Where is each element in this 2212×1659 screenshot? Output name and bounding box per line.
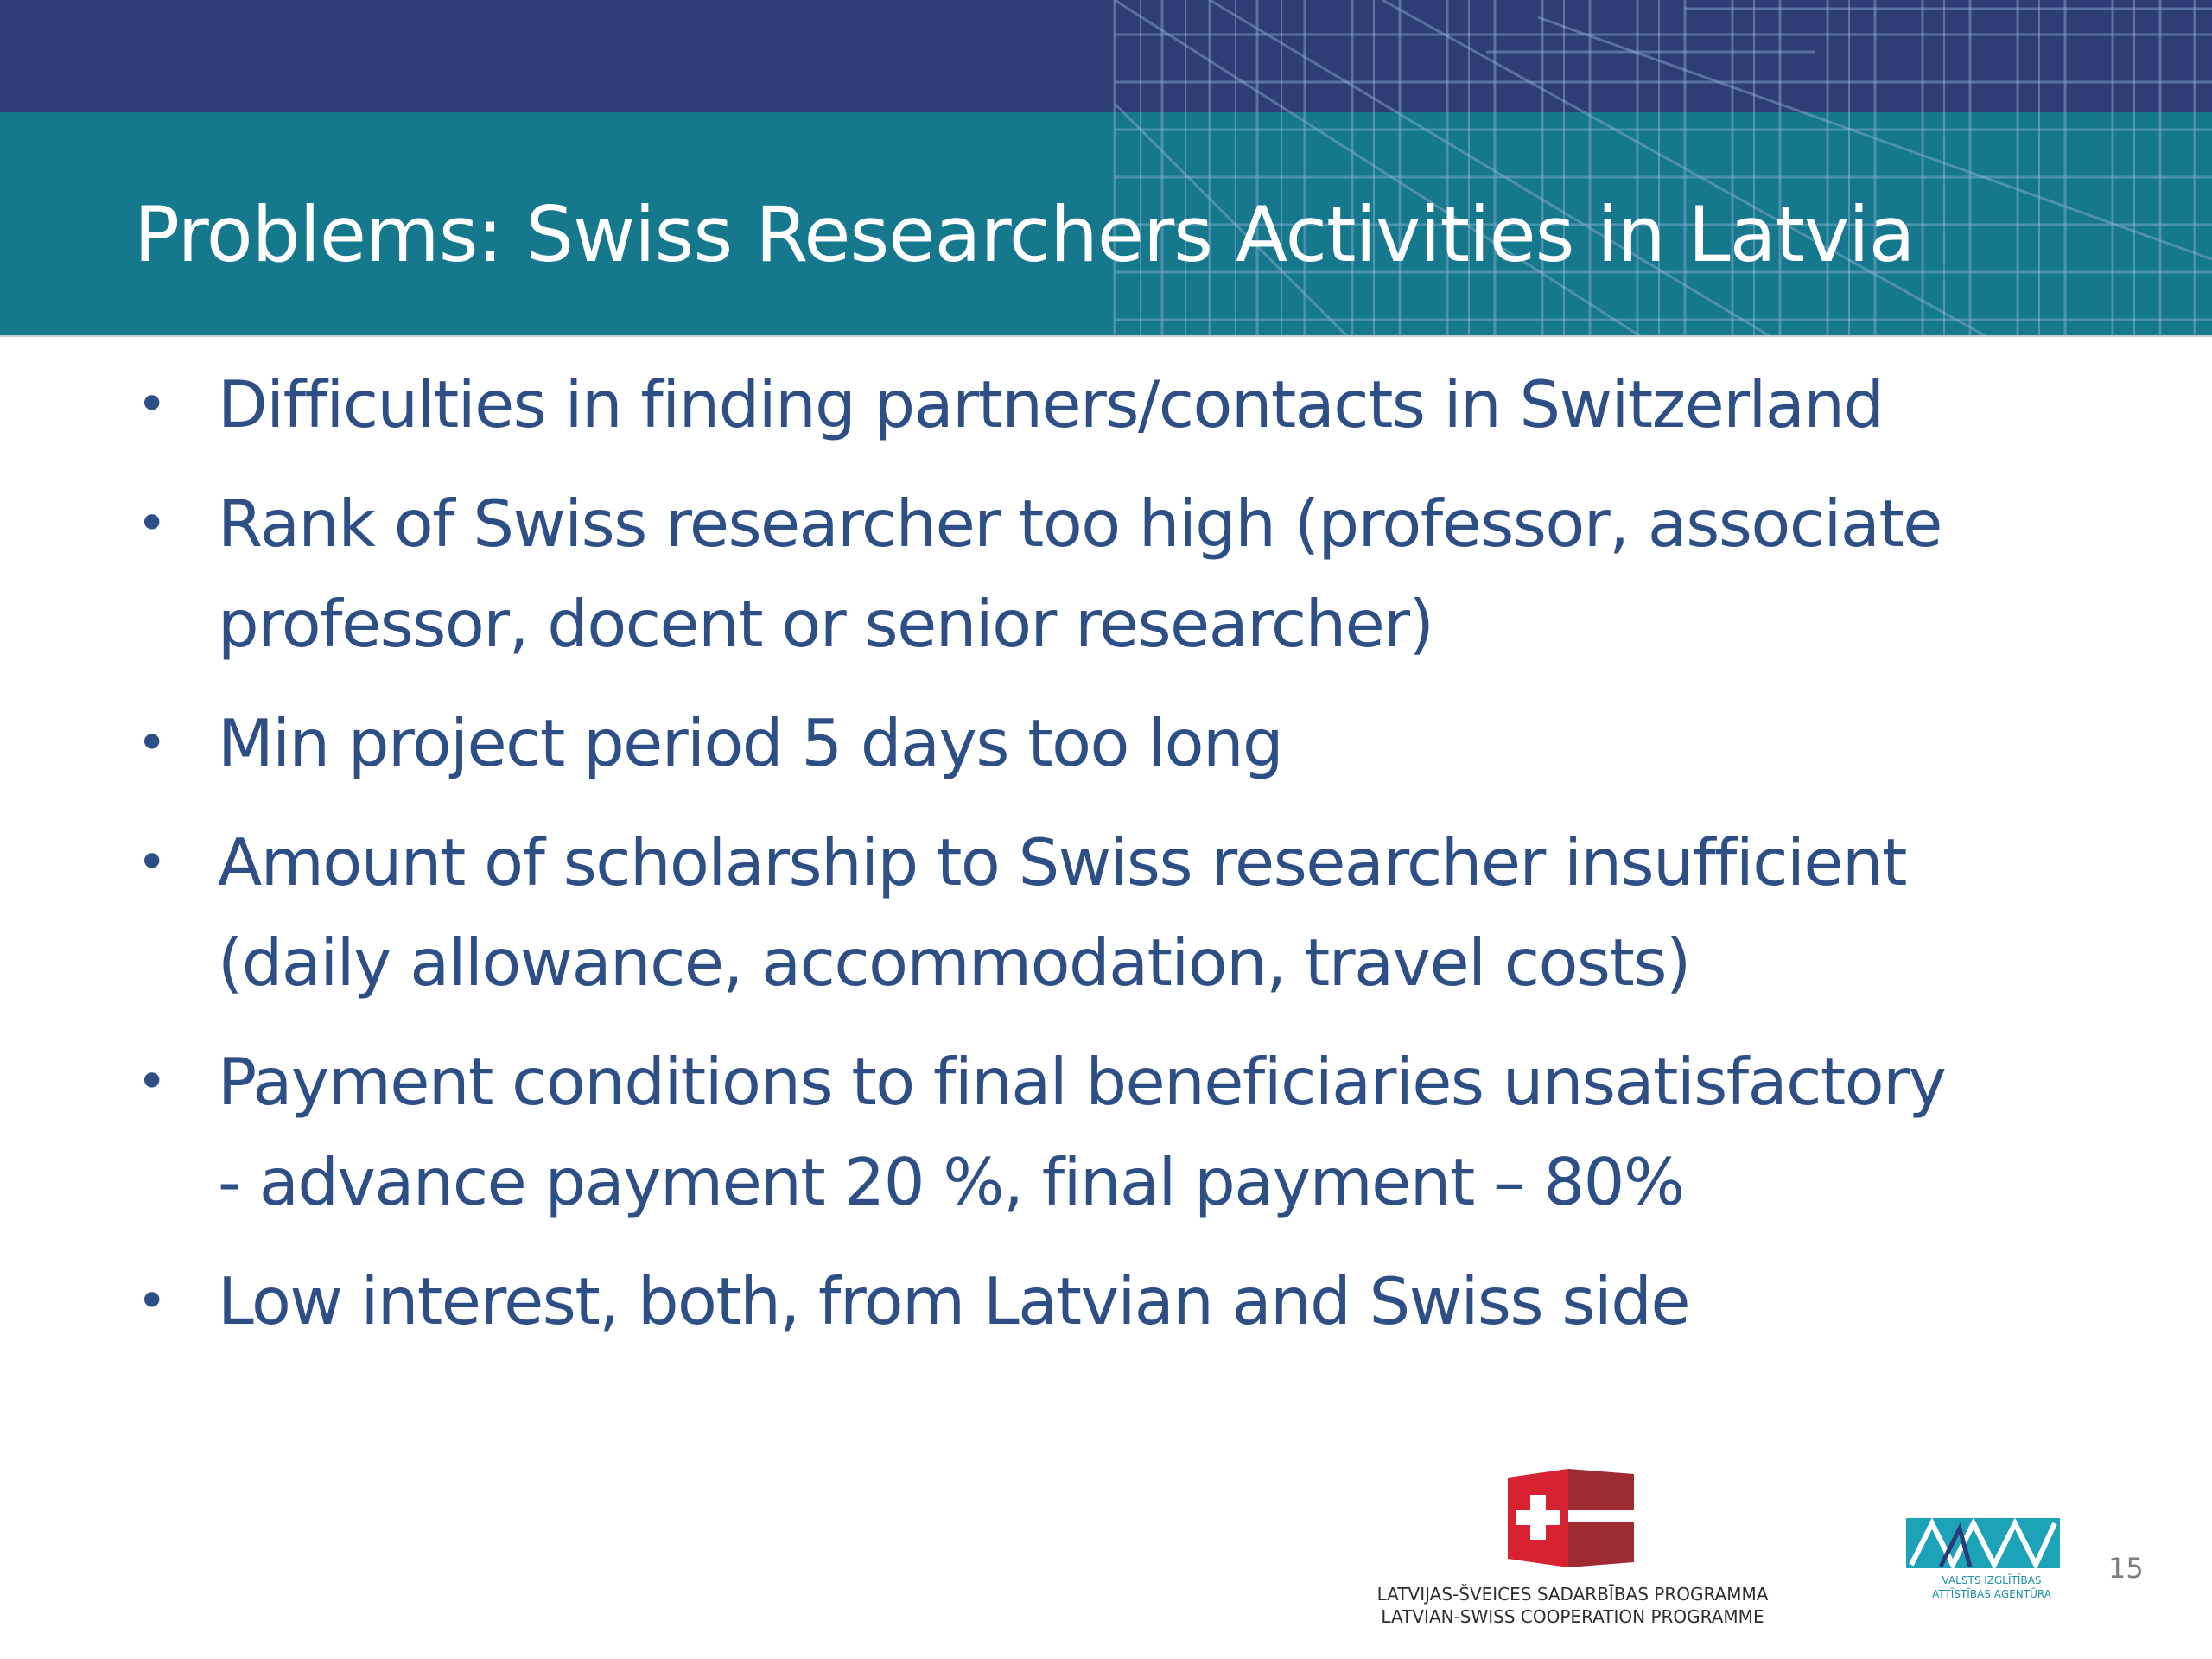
bullet-text: Payment conditions to final beneficiaries unsatisfactory	[218, 1044, 1946, 1120]
bullet-text: Amount of scholarship to Swiss researcher insufficient	[218, 824, 1906, 900]
bullet-text: Low interest, both, from Latvian and Swiss side	[218, 1263, 1690, 1339]
page-number: 15	[2108, 1552, 2144, 1585]
viaa-caption-line1: VALSTS IZGLĪTĪBAS	[1942, 1574, 2042, 1586]
header-banner	[0, 0, 2212, 337]
bullet-item	[130, 812, 2108, 1013]
bullet-text: Difficulties in finding partners/contacts in Switzerland	[218, 366, 1884, 442]
bullet-item	[130, 1032, 2108, 1232]
bullet-dot-icon: •	[137, 1271, 166, 1332]
bullet-text-continued: (daily allowance, accommodation, travel costs)	[218, 925, 1690, 1001]
slide-title: Problems: Swiss Researchers Activities in Latvia	[134, 190, 1915, 279]
bullet-text: Min project period 5 days too long	[218, 705, 1283, 781]
swiss-programme-caption	[1348, 1583, 1797, 1628]
bullet-dot-icon: •	[137, 713, 166, 773]
viaa-caption	[1901, 1573, 2082, 1601]
viaa-agency-logo	[1901, 1516, 2082, 1611]
bullet-dot-icon: •	[137, 1052, 166, 1112]
bullet-list	[130, 354, 2108, 1370]
viaa-caption-line2: ATTĪSTĪBAS AĢENTŪRA	[1932, 1588, 2051, 1600]
latvian-swiss-programme-logo	[1348, 1460, 1797, 1633]
bullet-dot-icon: •	[137, 374, 166, 435]
bullet-item	[130, 354, 2108, 454]
bullet-item	[130, 474, 2108, 674]
bullet-text-continued: - advance payment 20 %, final payment – 80%	[218, 1144, 1684, 1220]
bullet-text: Rank of Swiss researcher too high (professor, associate	[218, 486, 1942, 562]
bullet-item	[130, 1251, 2108, 1351]
viaa-logo-icon	[1906, 1516, 2060, 1570]
swiss-programme-caption-en: LATVIAN-SWISS COOPERATION PROGRAMME	[1381, 1606, 1764, 1627]
swiss-latvian-flag-icon	[1506, 1465, 1636, 1569]
architectural-lines-decoration	[0, 0, 2212, 337]
swiss-programme-caption-lv: LATVIJAS-ŠVEICES SADARBĪBAS PROGRAMMA	[1376, 1584, 1769, 1605]
bullet-item	[130, 693, 2108, 793]
bullet-dot-icon: •	[137, 832, 166, 893]
bullet-text-continued: professor, docent or senior researcher)	[218, 586, 1433, 662]
bullet-dot-icon: •	[137, 493, 166, 554]
header-divider	[0, 335, 2212, 337]
